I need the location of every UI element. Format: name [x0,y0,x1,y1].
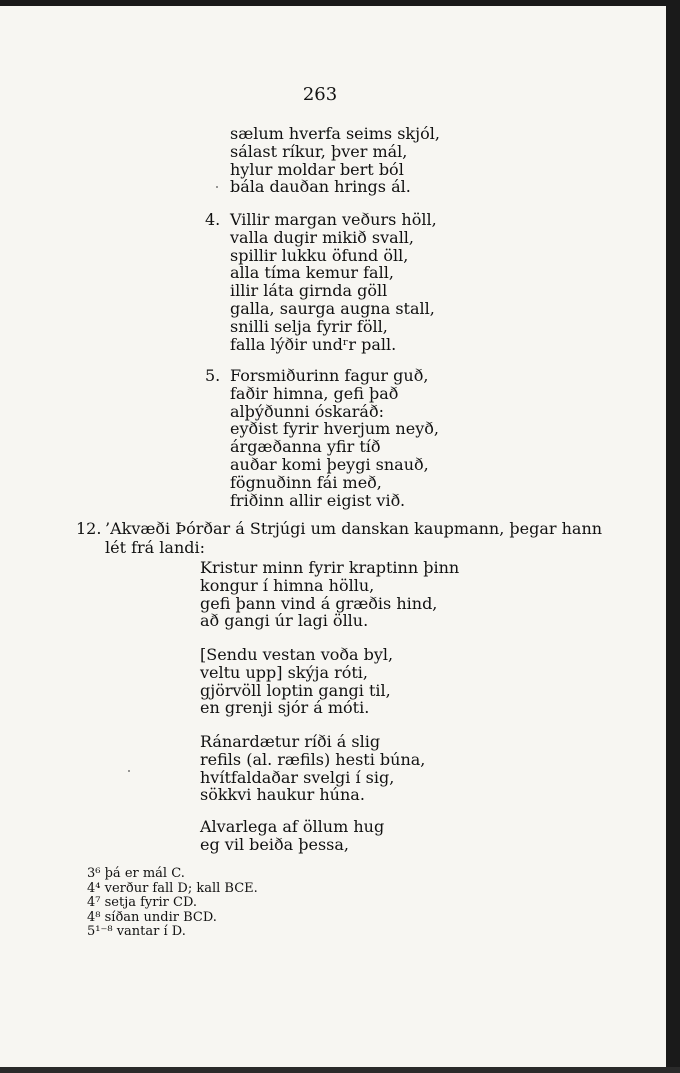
verse-line: friðinn allir eigist við. [230,490,406,510]
scan-border-top [0,0,680,6]
verse-line: galla, saurga augna stall, [230,298,435,318]
verse-line: hylur moldar bert ból [230,159,404,179]
verse-line: sálast ríkur, þver mál, [230,141,408,161]
verse-line: falla lýðir undʳr pall. [230,334,397,354]
verse-line: illir láta girnda göll [230,281,388,301]
stanza-number: 4. [205,210,221,229]
verse-line: [Sendu vestan voða byl, [200,645,394,664]
poem-heading [76,519,603,559]
footnote: 4⁸ síðan undir BCD. [87,909,217,925]
poem-stanza [200,646,393,717]
verse-line: hvítfaldaðar svelgi í sig, [200,767,395,787]
verse-line: Alvarlega af öllum hug [200,817,385,836]
verse-line: Kristur minn fyrir kraptinn þinn [200,558,460,577]
footnote: 4⁴ verður fall D; kall BCE. [87,880,258,896]
verse-line: sælum hverfa seims skjól, [230,124,440,143]
poem-title-line: lét frá landi: [105,538,206,557]
verse-line: gefi þann vind á græðis hind, [200,593,438,613]
verse-line: faðir himna, gefi það [230,383,399,403]
poem-number: 12. [76,519,102,538]
verse-line: alla tíma kemur fall, [230,263,394,283]
verse-line: fögnuðinn fái með, [230,472,382,492]
stanza-number: 5. [205,366,221,385]
footnote: 4⁷ setja fyrir CD. [87,895,198,910]
verse-line: refils (al. ræfils) hesti búna, [200,749,426,769]
verse-line: veltu upp] skýja róti, [200,662,369,682]
poem-title-line: ’Akvæði Þórðar á Strjúgi um danskan kaupmann, þegar hann [105,519,603,538]
verse-line: spillir lukku öfund öll, [230,245,409,265]
verse-line: Forsmiðurinn fagur guð, [230,366,429,385]
verse-line: bála dauðan hrings ál. [230,177,411,197]
poem-title [105,519,603,557]
verse-line: auðar komi þeygi snauð, [230,454,429,474]
verse-line: gjörvöll loptin gangi til, [200,680,391,700]
poem-stanza [200,733,425,804]
verse-line: alþýðunni óskaráð: [230,401,384,421]
scan-speck [128,770,130,772]
verse-line: árgæðanna yfir tíð [230,437,381,457]
verse-line: Ránardætur ríði á slig [200,732,381,751]
footnote: 5¹⁻⁸ vantar í D. [87,924,186,939]
footnote: 3⁶ þá er mál C. [87,866,185,881]
page-number: 263 [302,84,338,105]
poem-stanza [200,559,459,630]
verse-line: snilli selja fyrir föll, [230,316,388,336]
stanza-4 [230,211,437,353]
verse-line: Villir margan veðurs höll, [230,210,437,229]
verse-line: að gangi úr lagi öllu. [200,611,369,631]
stanza-5 [230,367,439,509]
poem-stanza [200,818,384,854]
verse-line: valla dugir mikið svall, [230,227,415,247]
verse-line: eg vil beiða þessa, [200,834,349,854]
stanza-continued [230,125,440,196]
scan-speck [216,186,218,188]
scan-border-bottom [0,1067,680,1073]
verse-line: kongur í himna höllu, [200,575,375,595]
verse-line: en grenji sjór á móti. [200,698,370,718]
scan-border-right [666,0,680,1073]
verse-line: eyðist fyrir hverjum neyð, [230,419,439,439]
verse-line: sökkvi haukur húna. [200,785,365,805]
footnotes [87,867,258,940]
